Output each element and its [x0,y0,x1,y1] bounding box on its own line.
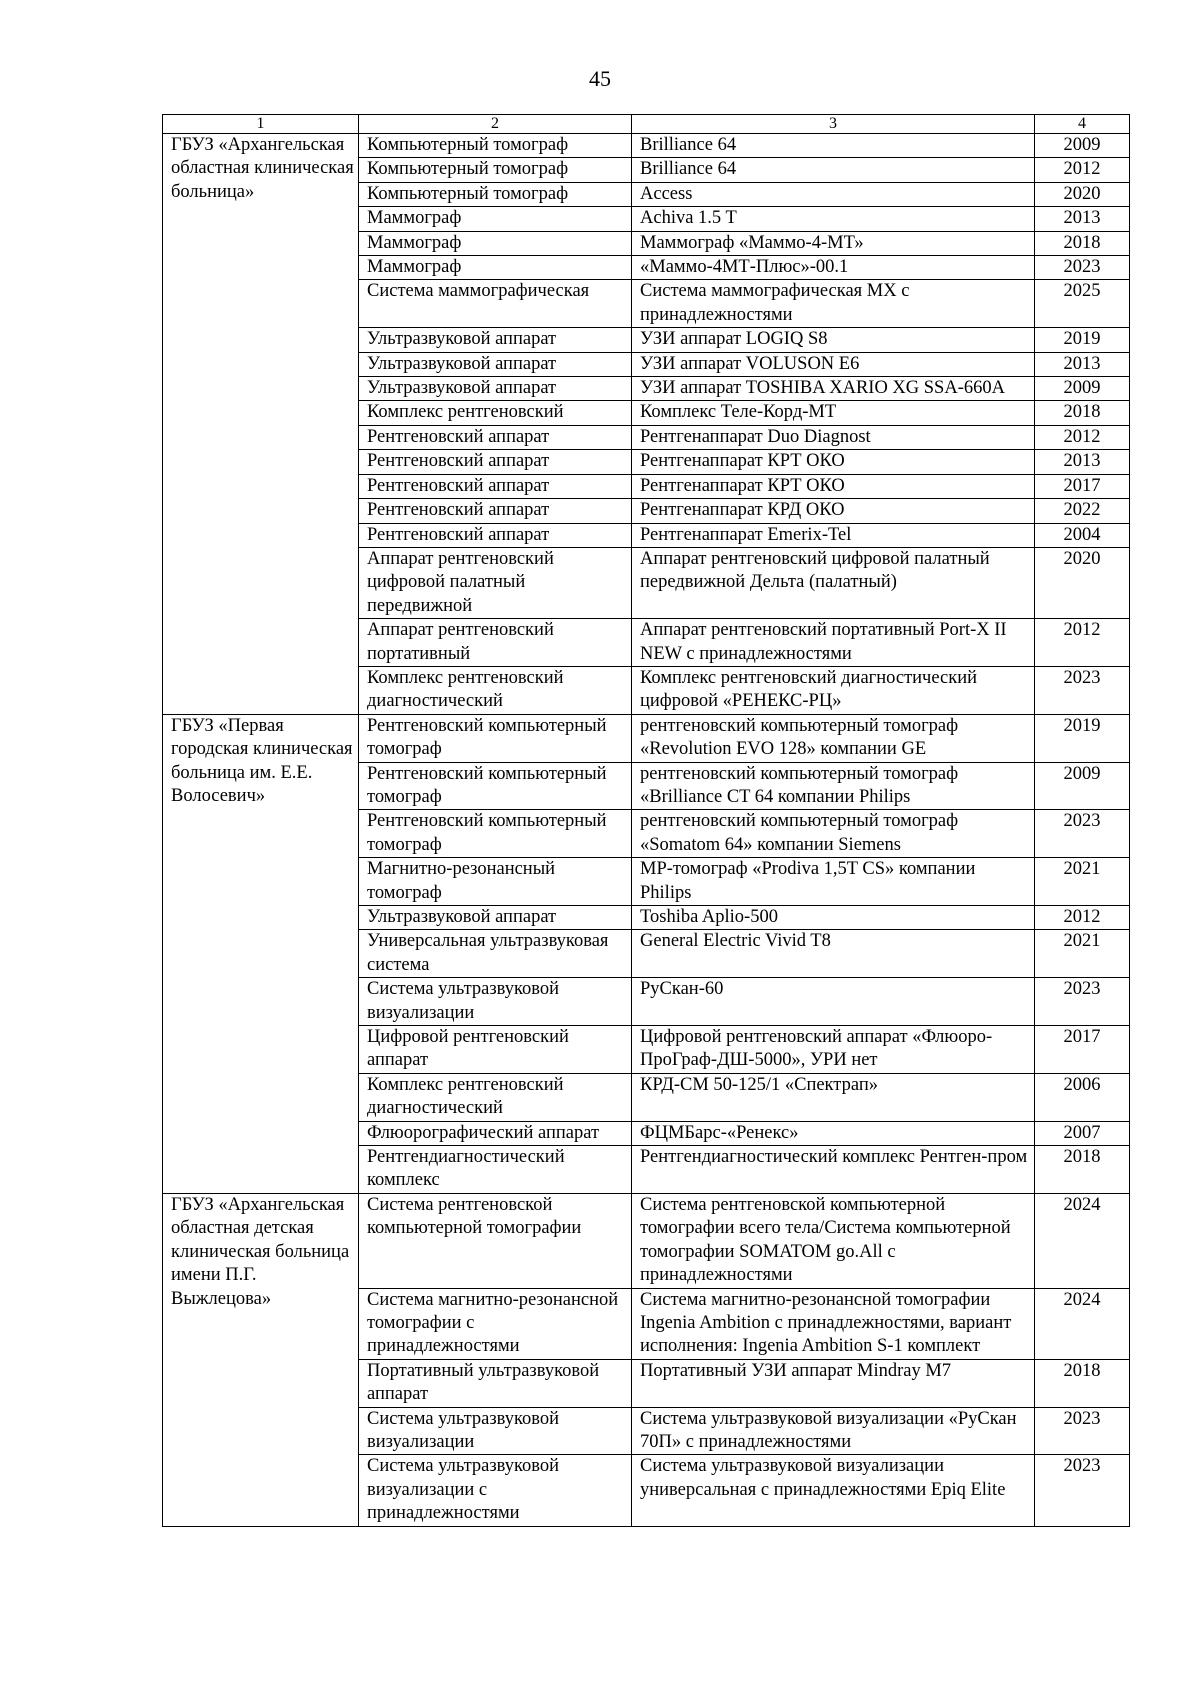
table-body [163,134,1130,1527]
year-cell: 2022 [1035,499,1130,523]
year-cell: 2013 [1035,450,1130,474]
year-cell: 2017 [1035,474,1130,498]
year-cell: 2006 [1035,1073,1130,1121]
equipment-type-cell: Система ультразвуковой визуализации [359,978,632,1026]
equipment-type-cell: Система маммографическая [359,280,632,328]
equipment-type-cell: Система магнитно-резонансной томографии с принадлежностями [359,1288,632,1359]
equipment-type-cell: Аппарат рентгеновский портативный [359,619,632,667]
year-cell: 2018 [1035,1359,1130,1407]
column-header-4: 4 [1035,115,1130,134]
equipment-model-cell: Цифровой рентгеновский аппарат «Флюоро-ПроГраф-ДШ-5000», УРИ нет [632,1026,1035,1074]
page-number: 45 [589,66,611,91]
year-cell: 2023 [1035,1455,1130,1526]
equipment-model-cell: Рентгендиагностический комплекс Рентген-пром [632,1146,1035,1194]
equipment-type-cell: Цифровой рентгеновский аппарат [359,1026,632,1074]
equipment-model-cell: Комплекс рентгеновский диагностический цифровой «РЕНЕКС-РЦ» [632,666,1035,714]
equipment-model-cell: Brilliance 64 [632,134,1035,158]
year-cell: 2025 [1035,280,1130,328]
equipment-type-cell: Рентгеновский компьютерный томограф [359,810,632,858]
institution-name: ГБУЗ «Архангельская областная детская клиническая больница имени П.Г. Выжлецова» [163,1193,359,1526]
equipment-model-cell: РуСкан-60 [632,978,1035,1026]
year-cell: 2023 [1035,666,1130,714]
year-cell: 2009 [1035,134,1130,158]
table-row [163,1193,1130,1288]
equipment-type-cell: Комплекс рентгеновский диагностический [359,1073,632,1121]
equipment-type-cell: Компьютерный томограф [359,158,632,182]
table-row [163,714,1130,762]
equipment-model-cell: Система магнитно-резонансной томографии Ingenia Ambition с принадлежностями, вариант исполнения: Ingenia Ambition S-1 комплект [632,1288,1035,1359]
equipment-type-cell: Система рентгеновской компьютерной томографии [359,1193,632,1288]
equipment-table [162,114,1130,1527]
equipment-model-cell: МР-томограф «Prodiva 1,5T CS» компании Philips [632,858,1035,906]
equipment-model-cell: Аппарат рентгеновский цифровой палатный передвижной Дельта (палатный) [632,547,1035,618]
equipment-model-cell: УЗИ аппарат VOLUSON E6 [632,352,1035,376]
institution-name: ГБУЗ «Первая городская клиническая больница им. Е.Е. Волосевич» [163,714,359,1193]
table-header [163,115,1130,134]
equipment-type-cell: Универсальная ультразвуковая система [359,930,632,978]
equipment-model-cell: Access [632,182,1035,206]
year-cell: 2017 [1035,1026,1130,1074]
year-cell: 2018 [1035,231,1130,255]
equipment-model-cell: Портативный УЗИ аппарат Mindray M7 [632,1359,1035,1407]
equipment-model-cell: Achiva 1.5 T [632,207,1035,231]
year-cell: 2012 [1035,906,1130,930]
equipment-model-cell: ФЦМБарс-«Ренекс» [632,1121,1035,1145]
equipment-type-cell: Флюорографический аппарат [359,1121,632,1145]
equipment-model-cell: Toshiba Aplio-500 [632,906,1035,930]
equipment-type-cell: Система ультразвуковой визуализации с принадлежностями [359,1455,632,1526]
equipment-model-cell: УЗИ аппарат TOSHIBA XARIO XG SSA-660A [632,377,1035,401]
equipment-type-cell: Комплекс рентгеновский диагностический [359,666,632,714]
equipment-type-cell: Рентгеновский компьютерный томограф [359,762,632,810]
equipment-model-cell: Рентгенаппарат Duo Diagnost [632,425,1035,449]
equipment-type-cell: Компьютерный томограф [359,134,632,158]
table-row [163,134,1130,158]
institution-name: ГБУЗ «Архангельская областная клиническая больница» [163,134,359,715]
equipment-model-cell: Аппарат рентгеновский портативный Port-X II NEW с принадлежностями [632,619,1035,667]
equipment-type-cell: Аппарат рентгеновский цифровой палатный передвижной [359,547,632,618]
equipment-model-cell: Система ультразвуковой визуализации универсальная с принадлежностями Epiq Elite [632,1455,1035,1526]
equipment-type-cell: Ультразвуковой аппарат [359,328,632,352]
equipment-model-cell: Система маммографическая МХ с принадлежностями [632,280,1035,328]
equipment-model-cell: рентгеновский компьютерный томограф «Brilliance CT 64 компании Philips [632,762,1035,810]
year-cell: 2004 [1035,523,1130,547]
equipment-model-cell: Рентгенаппарат КРТ ОКО [632,450,1035,474]
equipment-model-cell: рентгеновский компьютерный томограф «Somatom 64» компании Siemens [632,810,1035,858]
equipment-type-cell: Рентгеновский аппарат [359,474,632,498]
equipment-model-cell: Маммограф «Маммо-4-МТ» [632,231,1035,255]
year-cell: 2009 [1035,377,1130,401]
equipment-model-cell: Рентгенаппарат КРТ ОКО [632,474,1035,498]
equipment-type-cell: Маммограф [359,256,632,280]
year-cell: 2018 [1035,1146,1130,1194]
year-cell: 2007 [1035,1121,1130,1145]
equipment-type-cell: Маммограф [359,207,632,231]
year-cell: 2023 [1035,1407,1130,1455]
column-header-2: 2 [359,115,632,134]
equipment-type-cell: Рентгеновский аппарат [359,425,632,449]
year-cell: 2013 [1035,352,1130,376]
year-cell: 2009 [1035,762,1130,810]
year-cell: 2019 [1035,328,1130,352]
equipment-model-cell: Рентгенаппарат Emerix-Tel [632,523,1035,547]
equipment-type-cell: Портативный ультразвуковой аппарат [359,1359,632,1407]
year-cell: 2023 [1035,256,1130,280]
year-cell: 2020 [1035,182,1130,206]
equipment-model-cell: Рентгенаппарат КРД ОКО [632,499,1035,523]
year-cell: 2013 [1035,207,1130,231]
year-cell: 2023 [1035,978,1130,1026]
equipment-model-cell: Brilliance 64 [632,158,1035,182]
year-cell: 2020 [1035,547,1130,618]
column-header-3: 3 [632,115,1035,134]
year-cell: 2021 [1035,930,1130,978]
year-cell: 2021 [1035,858,1130,906]
equipment-type-cell: Рентгеновский аппарат [359,523,632,547]
equipment-type-cell: Ультразвуковой аппарат [359,377,632,401]
equipment-type-cell: Ультразвуковой аппарат [359,906,632,930]
equipment-model-cell: КРД-СМ 50-125/1 «Спектрап» [632,1073,1035,1121]
equipment-model-cell: Система ультразвуковой визуализации «РуСкан 70П» с принадлежностями [632,1407,1035,1455]
year-cell: 2024 [1035,1288,1130,1359]
equipment-type-cell: Рентгеновский аппарат [359,499,632,523]
header-row [163,115,1130,134]
equipment-model-cell: «Маммо-4МТ-Плюс»-00.1 [632,256,1035,280]
equipment-type-cell: Рентгеновский аппарат [359,450,632,474]
equipment-model-cell: Система рентгеновской компьютерной томографии всего тела/Система компьютерной томографии SOMATOM go.All с принадлежностями [632,1193,1035,1288]
equipment-model-cell: УЗИ аппарат LOGIQ S8 [632,328,1035,352]
equipment-model-cell: рентгеновский компьютерный томограф «Revolution EVO 128» компании GE [632,714,1035,762]
year-cell: 2024 [1035,1193,1130,1288]
year-cell: 2012 [1035,619,1130,667]
equipment-type-cell: Компьютерный томограф [359,182,632,206]
equipment-type-cell: Комплекс рентгеновский [359,401,632,425]
year-cell: 2012 [1035,158,1130,182]
equipment-type-cell: Рентгеновский компьютерный томограф [359,714,632,762]
equipment-type-cell: Маммограф [359,231,632,255]
equipment-type-cell: Магнитно-резонансный томограф [359,858,632,906]
equipment-type-cell: Ультразвуковой аппарат [359,352,632,376]
year-cell: 2012 [1035,425,1130,449]
year-cell: 2023 [1035,810,1130,858]
year-cell: 2018 [1035,401,1130,425]
equipment-model-cell: General Electric Vivid T8 [632,930,1035,978]
equipment-model-cell: Комплекс Теле-Корд-МТ [632,401,1035,425]
column-header-1: 1 [163,115,359,134]
year-cell: 2019 [1035,714,1130,762]
equipment-type-cell: Система ультразвуковой визуализации [359,1407,632,1455]
equipment-type-cell: Рентгендиагностический комплекс [359,1146,632,1194]
